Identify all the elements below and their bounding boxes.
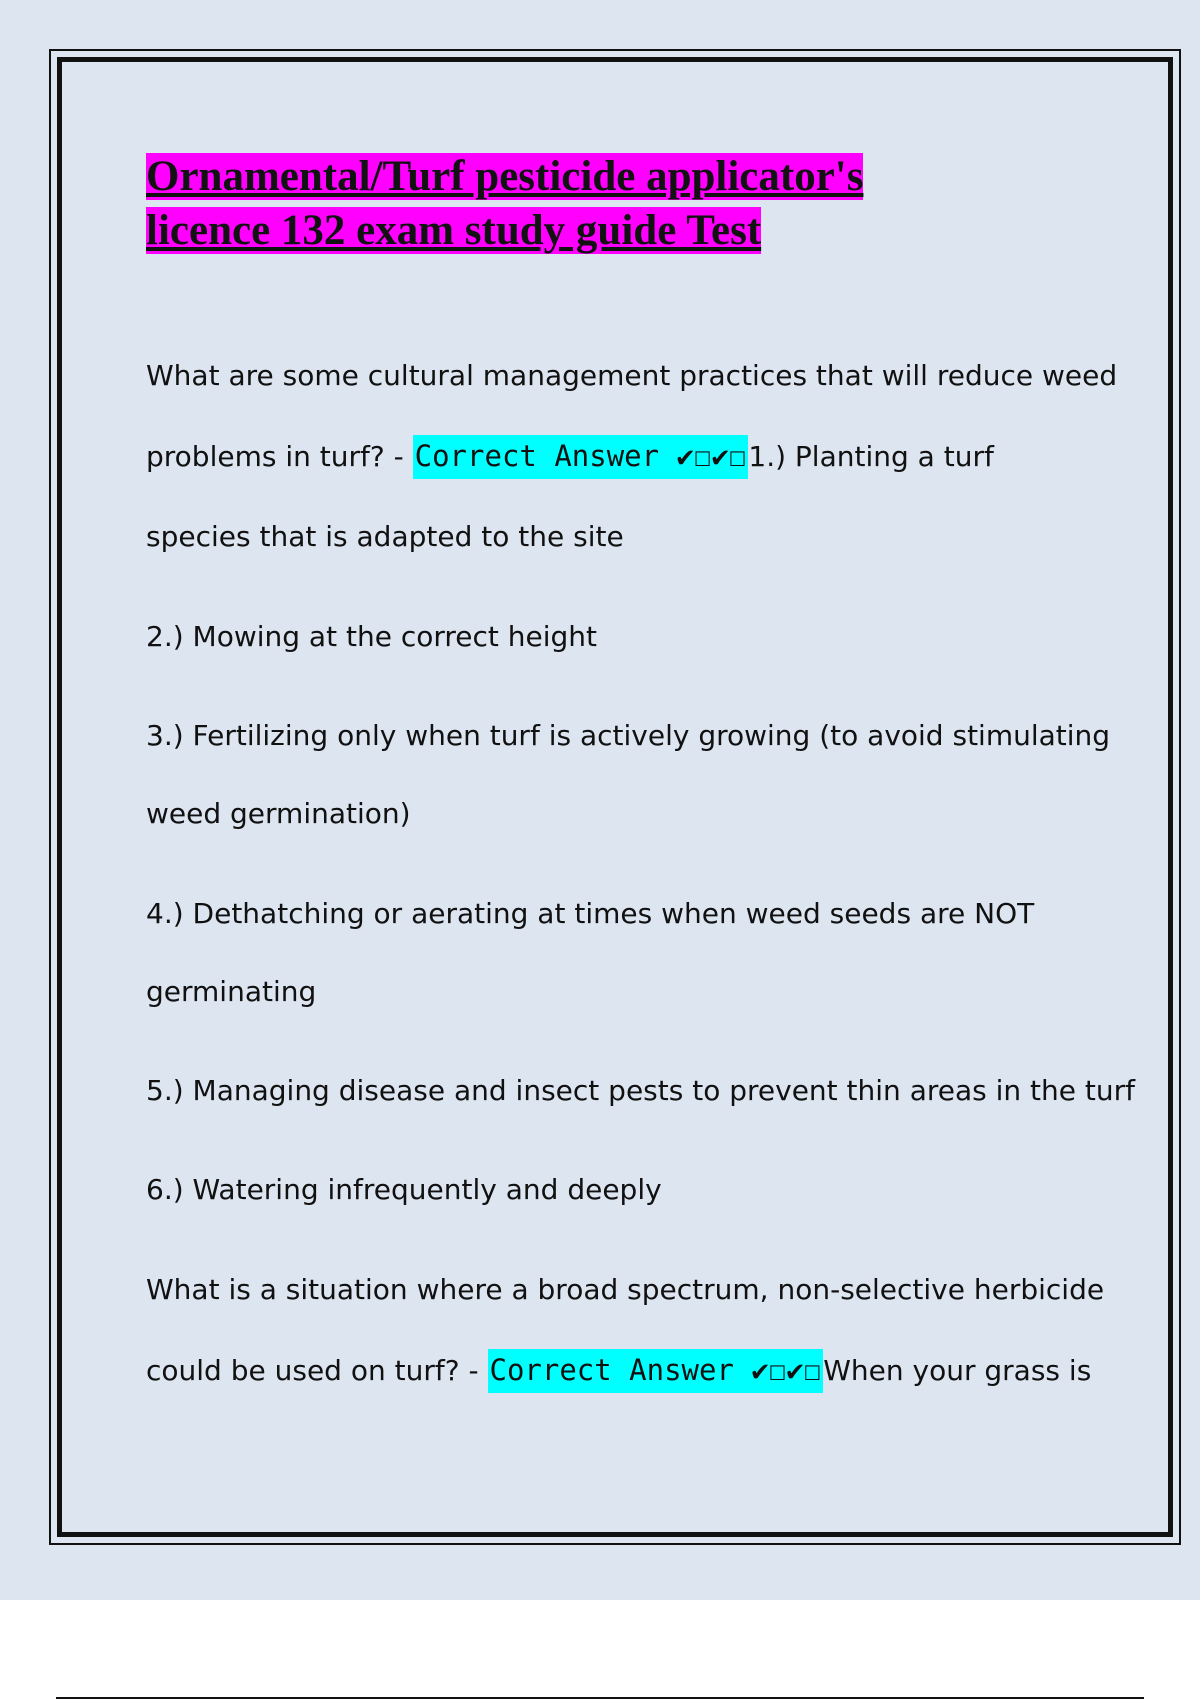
correct-answer-label-1: Correct Answer ✔☐✔☐ [413, 435, 749, 479]
question-1 [146, 336, 1118, 577]
answer-1-item-4: 4.) Dethatching or aerating at times when weed seeds are NOT [146, 897, 1035, 930]
answer-1-item-3-cont: weed germination) [146, 797, 411, 830]
answer-2-text: When your grass is [823, 1354, 1092, 1387]
question-1-line-1: What are some cultural management practices that will reduce weed [146, 359, 1118, 392]
answer-1-item-1-cont: species that is adapted to the site [146, 520, 624, 553]
title-line-2: licence 132 exam study guide Test [146, 207, 762, 254]
footer-rule [56, 1697, 1144, 1699]
question-1-line-2-prefix: problems in turf? - [146, 440, 413, 473]
question-2-line-1: What is a situation where a broad spectrum, non-selective herbicide [146, 1273, 1105, 1306]
document-title [146, 150, 1046, 258]
answer-1-item-5: 5.) Managing disease and insect pests to prevent thin areas in the turf [146, 1074, 1135, 1107]
answer-1-item-2: 2.) Mowing at the correct height [146, 620, 598, 653]
correct-answer-label-2: Correct Answer ✔☐✔☐ [488, 1349, 824, 1393]
question-2 [146, 1250, 1106, 1411]
title-line-1: Ornamental/Turf pesticide applicator's [146, 153, 864, 200]
question-2-line-2-prefix: could be used on turf? - [146, 1354, 488, 1387]
answer-1-item-3: 3.) Fertilizing only when turf is actively growing (to avoid stimulating [146, 719, 1111, 752]
answer-1-item-6: 6.) Watering infrequently and deeply [146, 1173, 662, 1206]
answer-1-item-4-cont: germinating [146, 975, 317, 1008]
answer-1-item-1: 1.) Planting a turf [748, 440, 994, 473]
